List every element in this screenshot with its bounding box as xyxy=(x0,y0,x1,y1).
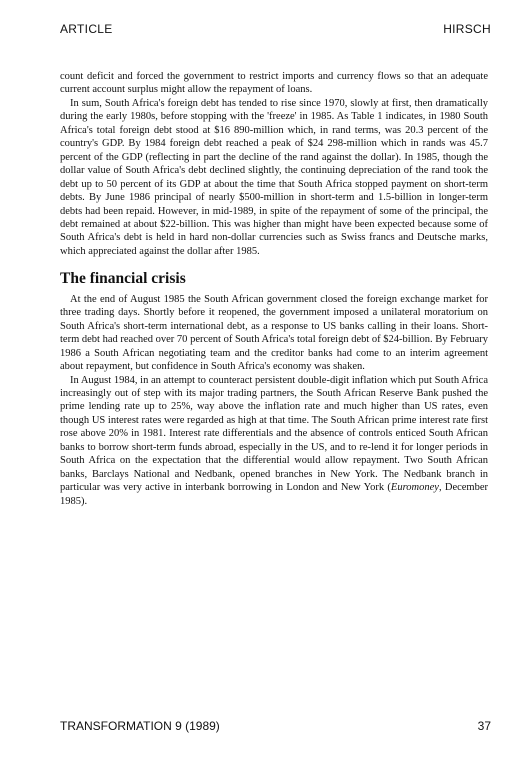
journal-issue: TRANSFORMATION 9 (1989) xyxy=(60,719,220,733)
citation-source: Euromoney xyxy=(390,482,439,494)
page-number: 37 xyxy=(477,719,491,733)
header-author: HIRSCH xyxy=(443,22,491,36)
running-footer xyxy=(60,719,491,733)
article-body xyxy=(60,70,488,508)
paragraph-interest-rates xyxy=(60,374,488,509)
paragraph-interest-rates-text: In August 1984, in an attempt to counteract persistent double-digit inflation which put South Africa increasingly out of step with its major trading partners, the South African Reserve Bank pushed the prime lending rate up to 25%, way above the inflation rate and much higher than US rates, even though US interest rates were regarded as high at that time. The South African prime interest rate first rose above 20% in 1981. Interest rate differentials and the absence of controls enticed South African banks to borrow short-term funds abroad, especially in the US, and to re-lend it for longer periods in South Africa on the expectation that the differential would allow repayment. Two South African banks, Barclays National and Nedbank, opened branches in New York. The Nedbank branch in particular was very active in interbank borrowing in London and New York ( xyxy=(60,374,488,494)
running-header xyxy=(60,22,491,36)
section-heading: The financial crisis xyxy=(60,270,186,288)
citation-date: , December 1985). xyxy=(60,482,489,507)
paragraph-foreign-debt: In sum, South Africa's foreign debt has tended to rise since 1970, slowly at first, then dramatically during the early 1980s, before stopping with the 'freeze' in 1985. As Table 1 indicates, in 1980 South Africa's total foreign debt stood at $16 890-million which, in rand terms, was 20.3 percent of the country's GDP. By 1984 foreign debt reached a peak of $24 298-million which in rands was 45.7 percent of the GDP (reflecting in part the decline of the rand against the dollar). In 1985, though the dollar value of South Africa's debt declined slightly, the continuing depreciation of the rand took the debt up to 50 percent of its GDP at about the time that South Africa stopped payment on short-term debts. By June 1986 principal of nearly $500-million in short-term and 1.5-billion in longer-term debts had been repaid. However, in mid-1989, in spite of the repayment of some of the principal, the debt remained at about $22-billion. This was higher than might have been expected because some of South Africa's debt is held in hard non-dollar currencies such as Swiss francs and Deutsche marks, which appreciated against the dollar after 1985. xyxy=(60,97,488,257)
paragraph-continued: count deficit and forced the government to restrict imports and currency flows so that an adequate current account surplus might allow the repayment of loans. xyxy=(60,71,488,96)
header-section-label: ARTICLE xyxy=(60,22,113,36)
paragraph-moratorium: At the end of August 1985 the South African government closed the foreign exchange market for three trading days. Shortly before it reopened, the government imposed a unilateral moratorium on South Africa's short-term international debt, as a response to US banks calling in their loans. Short-term debt had reached over 70 percent of South Africa's total foreign debt of $24-billion. By February 1986 a South African negotiating team and the creditor banks had come to an interim agreement about repayment, but confidence in South Africa's economy was shaken. xyxy=(60,293,488,373)
